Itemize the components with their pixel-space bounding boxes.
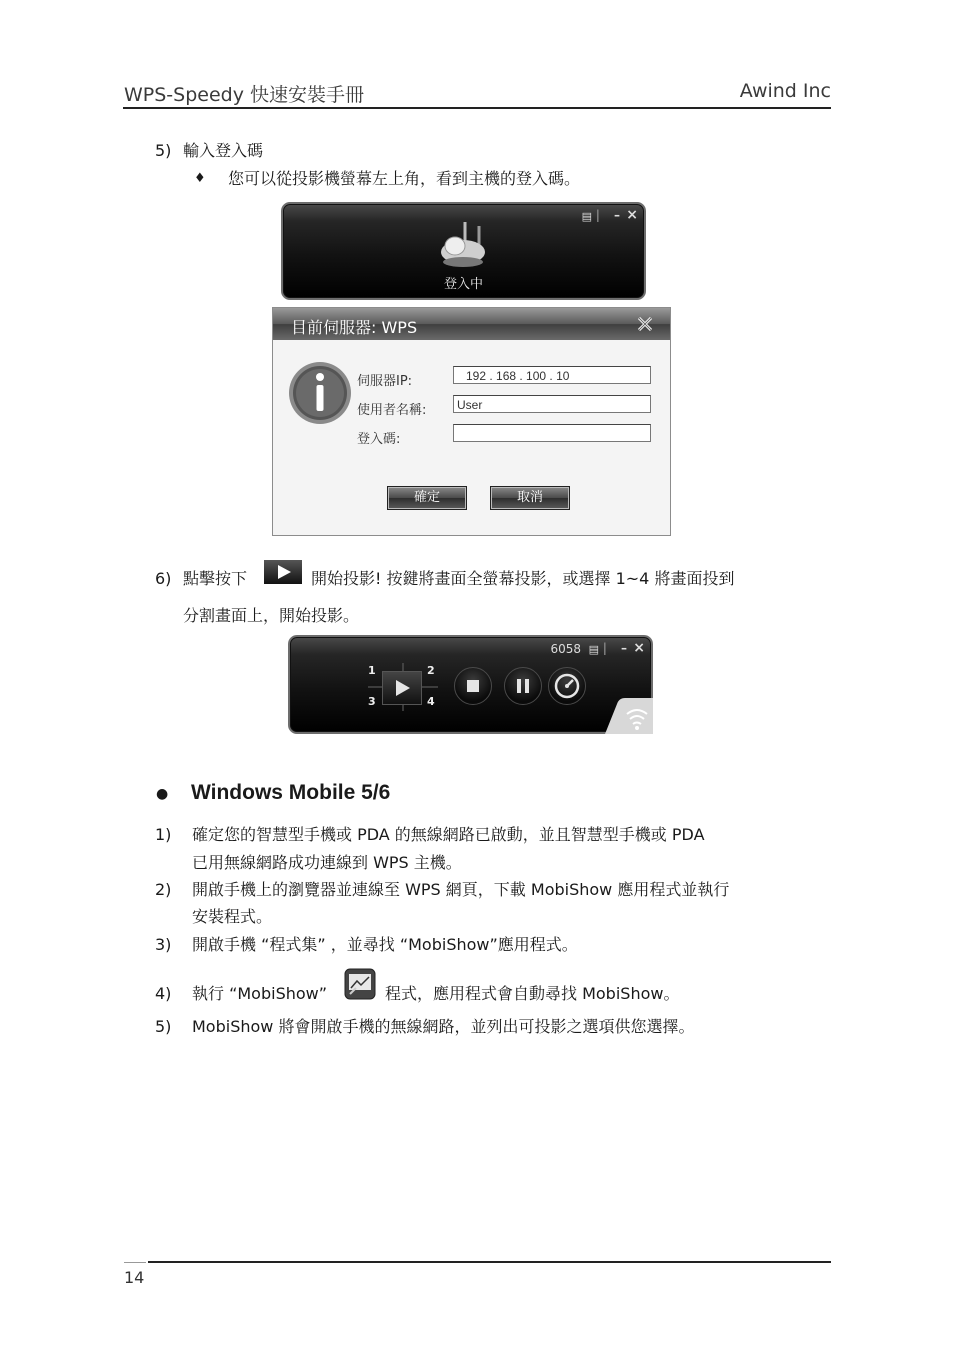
split-2-button[interactable]: 2 <box>427 664 435 677</box>
pause-button[interactable] <box>504 667 542 705</box>
info-icon <box>287 360 353 426</box>
split-3-button[interactable]: 3 <box>368 695 376 708</box>
dialog-titlebar <box>273 308 670 340</box>
step5-bullet: ♦ <box>194 171 206 186</box>
step5-bullet-text: 您可以從投影機螢幕左上角，看到主機的登入碼。 <box>228 169 581 188</box>
page-number: 14 <box>124 1268 145 1287</box>
dialog-title: 目前伺服器: WPS <box>291 318 418 337</box>
close-icon[interactable]: × <box>626 207 638 223</box>
wm-step2-line1: 開啟手機上的瀏覽器並連線至 WPS 網頁，下載 MobiShow 應用程式並執行 <box>192 880 730 899</box>
wm-step3-number: 3) <box>155 935 172 954</box>
play-button[interactable] <box>382 671 422 705</box>
wifi-icon <box>605 696 653 734</box>
ok-button[interactable]: 確定 <box>387 486 467 510</box>
stop-icon <box>455 668 491 704</box>
split-1-button[interactable]: 1 <box>368 664 376 677</box>
footer-short-rule <box>124 1262 146 1263</box>
pause-icon <box>505 668 541 704</box>
header-title: WPS-Speedy 快速安裝手冊 <box>124 84 365 106</box>
login-status: 登入中 <box>443 277 483 292</box>
speedometer-icon <box>549 668 585 704</box>
wm-step5-number: 5) <box>155 1017 172 1036</box>
code-label: 登入碼: <box>357 432 401 447</box>
wm-step1-line2: 已用無線網路成功連線到 WPS 主機。 <box>192 853 462 872</box>
step5-title: 輸入登入碼 <box>183 141 264 160</box>
wm-step4-post: 程式，應用程式會自動尋找 MobiShow。 <box>385 984 680 1003</box>
window-separator: | <box>602 641 607 655</box>
footer-rule <box>148 1261 831 1263</box>
projector-icon <box>435 218 491 270</box>
wm-step2-number: 2) <box>155 880 172 899</box>
username-field[interactable]: User <box>453 395 651 413</box>
server-dialog <box>272 307 671 536</box>
menu-icon[interactable]: ▤ <box>581 210 592 223</box>
wm-step1-number: 1) <box>155 825 172 844</box>
step6-pre: 點擊按下 <box>183 569 248 588</box>
menu-icon[interactable]: ▤ <box>588 643 599 656</box>
cancel-button[interactable]: 取消 <box>490 486 570 510</box>
step6-number: 6) <box>155 569 172 588</box>
minimize-icon[interactable]: – <box>621 641 627 655</box>
speed-button[interactable] <box>548 667 586 705</box>
player-window <box>288 635 653 734</box>
play-icon <box>383 672 421 704</box>
section-title: Windows Mobile 5/6 <box>191 781 391 804</box>
step5-number: 5) <box>155 141 172 160</box>
login-window <box>281 202 646 300</box>
dialog-close-icon[interactable] <box>636 316 654 332</box>
minimize-icon[interactable]: – <box>614 208 620 222</box>
window-separator: | <box>595 208 600 222</box>
step6-post: 開始投影! 按鍵將畫面全螢幕投影，或選擇 1~4 將畫面投到 <box>311 569 735 588</box>
wm-step1-line1: 確定您的智慧型手機或 PDA 的無線網路已啟動，並且智慧型手機或 PDA <box>192 825 705 844</box>
play-icon <box>264 560 302 584</box>
header-company: Awind Inc <box>739 80 831 102</box>
user-label: 使用者名稱: <box>357 403 427 418</box>
stop-button[interactable] <box>454 667 492 705</box>
login-code-display: 6058 <box>550 642 581 656</box>
wm-step5-line1: MobiShow 將會開啟手機的無線網路，並列出可投影之選項供您選擇。 <box>192 1017 695 1036</box>
wm-step2-line2: 安裝程式。 <box>192 907 273 926</box>
ip-label: 伺服器IP: <box>357 374 413 389</box>
wm-step3-line1: 開啟手機 “程式集” ，並尋找 “MobiShow”應用程式。 <box>192 935 578 954</box>
wm-step4-number: 4) <box>155 984 172 1003</box>
close-icon[interactable]: × <box>633 640 645 656</box>
header-rule <box>123 107 831 109</box>
login-code-field[interactable] <box>453 424 651 442</box>
wm-step4-pre: 執行 “MobiShow” <box>192 984 328 1003</box>
mobishow-icon <box>344 968 376 1000</box>
step6-line2: 分割畫面上，開始投影。 <box>183 606 360 625</box>
split-4-button[interactable]: 4 <box>427 695 435 708</box>
ip-field[interactable]: 192 . 168 . 100 . 10 <box>453 366 651 384</box>
section-bullet: ● <box>156 786 169 802</box>
